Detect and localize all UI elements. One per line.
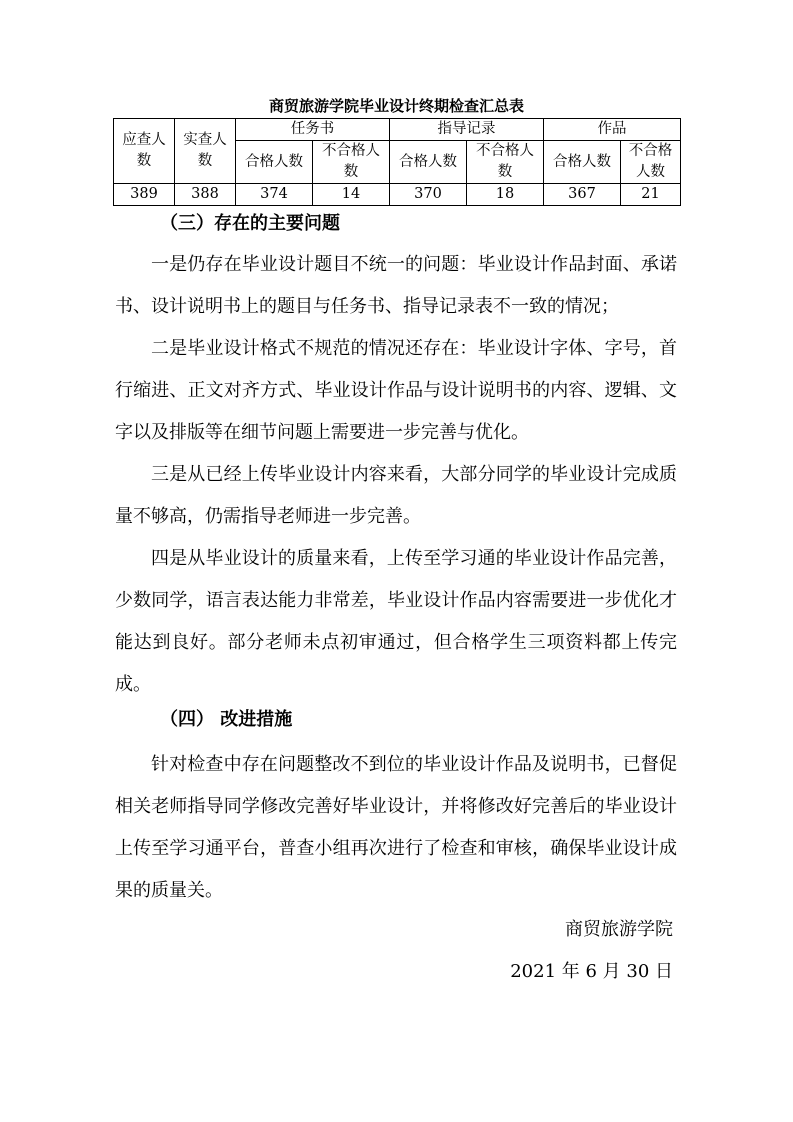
section-3-heading: （三）存在的主要问题 bbox=[160, 213, 340, 234]
header-task-unqualified: 不合格人数 bbox=[313, 141, 390, 184]
header-actual-check: 实查人数 bbox=[175, 119, 236, 184]
header-guidance-unqualified: 不合格人数 bbox=[467, 141, 544, 184]
section-4-heading: （四） 改进措施 bbox=[160, 709, 293, 730]
cell-task-unqualified: 14 bbox=[313, 184, 390, 206]
section-4-paragraph-1: 针对检查中存在问题整改不到位的毕业设计作品及说明书，已督促相关老师指导同学修改完善好毕业设计，并将修改好完善后的毕业设计上传至学习通平台，普查小组再次进行了检查和审核，确保毕业设计成果的质量关。 bbox=[115, 754, 677, 901]
section-3-paragraph-1: 一是仍存在毕业设计题目不统一的问题：毕业设计作品封面、承诺书、设计说明书上的题目与任务书、指导记录表不一致的情况； bbox=[115, 254, 677, 317]
table-header-row-1 bbox=[114, 119, 681, 141]
cell-guidance-qualified: 370 bbox=[390, 184, 467, 206]
header-works: 作品 bbox=[544, 119, 681, 141]
summary-table bbox=[113, 118, 681, 206]
cell-guidance-unqualified: 18 bbox=[467, 184, 544, 206]
cell-works-unqualified: 21 bbox=[621, 184, 681, 206]
section-3-paragraph-4: 四是从毕业设计的质量来看，上传至学习通的毕业设计作品完善，少数同学，语言表达能力非常差，毕业设计作品内容需要进一步优化才能达到良好。部分老师未点初审通过，但合格学生三项资料都上传完成。 bbox=[115, 548, 677, 695]
signature-org: 商贸旅游学院 bbox=[565, 919, 673, 940]
cell-task-qualified: 374 bbox=[236, 184, 313, 206]
header-guidance-record: 指导记录 bbox=[390, 119, 544, 141]
signature-date: 2021 年 6 月 30 日 bbox=[510, 961, 673, 982]
cell-works-qualified: 367 bbox=[544, 184, 621, 206]
table-row bbox=[114, 184, 681, 206]
section-3-paragraph-2: 二是毕业设计格式不规范的情况还存在：毕业设计字体、字号，首行缩进、正文对齐方式、毕业设计作品与设计说明书的内容、逻辑、文字以及排版等在细节问题上需要进一步完善与优化。 bbox=[115, 338, 677, 443]
header-task-book: 任务书 bbox=[236, 119, 390, 141]
cell-actual-check: 388 bbox=[175, 184, 236, 206]
table-title: 商贸旅游学院毕业设计终期检查汇总表 bbox=[268, 97, 524, 115]
header-task-qualified: 合格人数 bbox=[236, 141, 313, 184]
section-3-paragraph-3: 三是从已经上传毕业设计内容来看，大部分同学的毕业设计完成质量不够高，仍需指导老师进一步完善。 bbox=[115, 464, 677, 527]
header-should-check: 应查人数 bbox=[114, 119, 175, 184]
cell-should-check: 389 bbox=[114, 184, 175, 206]
header-guidance-qualified: 合格人数 bbox=[390, 141, 467, 184]
header-works-unqualified: 不合格人数 bbox=[621, 141, 681, 184]
header-works-qualified: 合格人数 bbox=[544, 141, 621, 184]
